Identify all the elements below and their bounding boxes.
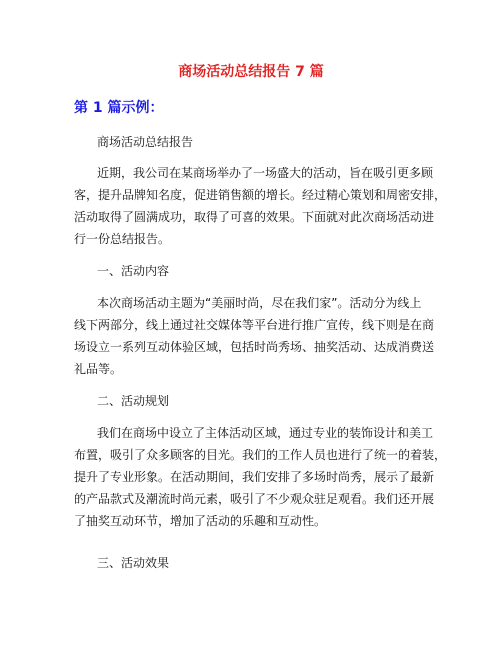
paragraph-line: 我们在商场中设立了主体活动区域，通过专业的装饰设计和美工 bbox=[97, 426, 434, 440]
section-heading: 第 1 篇示例： bbox=[74, 100, 164, 116]
paragraph-line: 布置，吸引了众多顾客的目光。我们的工作人员也进行了统一的着装， bbox=[74, 448, 447, 462]
subsection-heading: 三、活动效果 bbox=[97, 556, 170, 570]
subsection-heading: 二、活动规划 bbox=[97, 394, 170, 408]
paragraph-line: 提升了专业形象。在活动期间，我们安排了多场时尚秀，展示了最新 bbox=[74, 470, 435, 484]
paragraph-line: 的产品款式及潮流时尚元素，吸引了不少观众驻足观看。我们还开展 bbox=[74, 492, 435, 506]
paragraph-line: 了抽奖互动环节，增加了活动的乐趣和互动性。 bbox=[74, 514, 327, 528]
paragraph-line: 行一份总结报告。 bbox=[74, 232, 171, 246]
paragraph-line: 线下两部分，线上通过社交媒体等平台进行推广宣传，线下则是在商 bbox=[74, 318, 435, 332]
paragraph-line: 礼品等。 bbox=[74, 362, 123, 376]
subsection-heading: 一、活动内容 bbox=[97, 264, 170, 278]
document-title: 商场活动总结报告 7 篇 bbox=[178, 64, 324, 80]
paragraph-line: 本次商场活动主题为“美丽时尚，尽在我们家”。活动分为线上 bbox=[97, 296, 422, 310]
paragraph-line: 近期，我公司在某商场举办了一场盛大的活动，旨在吸引更多顾 bbox=[97, 166, 434, 180]
paragraph-line: 场设立一系列互动体验区域，包括时尚秀场、抽奖活动、达成消费送 bbox=[74, 340, 435, 354]
paragraph-line: 客，提升品牌知名度，促进销售额的增长。经过精心策划和周密安排， bbox=[74, 188, 447, 202]
report-title: 商场活动总结报告 bbox=[97, 135, 194, 149]
paragraph-line: 活动取得了圆满成功，取得了可喜的效果。下面就对此次商场活动进 bbox=[74, 210, 435, 224]
